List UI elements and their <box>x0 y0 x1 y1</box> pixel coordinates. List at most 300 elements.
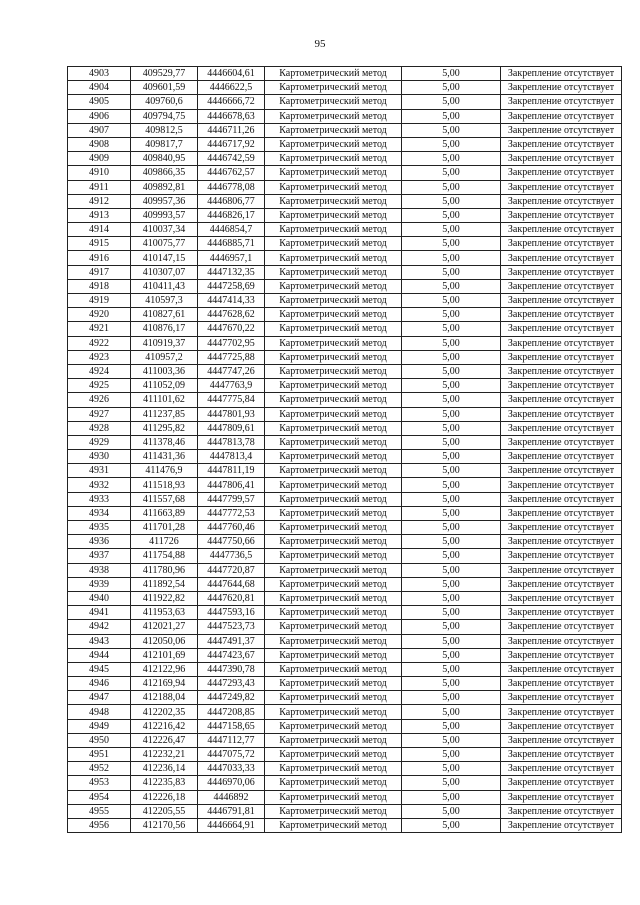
point-number-cell: 4947 <box>68 691 131 705</box>
point-number-cell: 4946 <box>68 677 131 691</box>
method-cell: Картометрический метод <box>265 180 402 194</box>
fixing-cell: Закрепление отсутствует <box>501 166 622 180</box>
table-row <box>68 818 622 832</box>
precision-cell: 5,00 <box>402 620 501 634</box>
x-coordinate-cell: 411518,93 <box>131 478 198 492</box>
y-coordinate-cell: 4447801,93 <box>198 407 265 421</box>
precision-cell: 5,00 <box>402 790 501 804</box>
point-number-cell: 4921 <box>68 322 131 336</box>
x-coordinate-cell: 410597,3 <box>131 294 198 308</box>
precision-cell: 5,00 <box>402 237 501 251</box>
x-coordinate-cell: 411701,28 <box>131 521 198 535</box>
x-coordinate-cell: 412232,21 <box>131 748 198 762</box>
fixing-cell: Закрепление отсутствует <box>501 606 622 620</box>
fixing-cell: Закрепление отсутствует <box>501 237 622 251</box>
table-row <box>68 762 622 776</box>
method-cell: Картометрический метод <box>265 67 402 81</box>
precision-cell: 5,00 <box>402 393 501 407</box>
point-number-cell: 4909 <box>68 152 131 166</box>
y-coordinate-cell: 4446826,17 <box>198 208 265 222</box>
y-coordinate-cell: 4447736,5 <box>198 549 265 563</box>
table-row <box>68 506 622 520</box>
point-number-cell: 4952 <box>68 762 131 776</box>
x-coordinate-cell: 410876,17 <box>131 322 198 336</box>
fixing-cell: Закрепление отсутствует <box>501 748 622 762</box>
x-coordinate-cell: 409812,5 <box>131 123 198 137</box>
fixing-cell: Закрепление отсутствует <box>501 208 622 222</box>
y-coordinate-cell: 4447158,65 <box>198 719 265 733</box>
table-row <box>68 577 622 591</box>
y-coordinate-cell: 4447628,62 <box>198 308 265 322</box>
method-cell: Картометрический метод <box>265 364 402 378</box>
point-number-cell: 4954 <box>68 790 131 804</box>
point-number-cell: 4949 <box>68 719 131 733</box>
page-number: 95 <box>314 38 326 50</box>
point-number-cell: 4944 <box>68 648 131 662</box>
method-cell: Картометрический метод <box>265 634 402 648</box>
fixing-cell: Закрепление отсутствует <box>501 648 622 662</box>
table-row <box>68 662 622 676</box>
table-row <box>68 776 622 790</box>
fixing-cell: Закрепление отсутствует <box>501 194 622 208</box>
method-cell: Картометрический метод <box>265 790 402 804</box>
y-coordinate-cell: 4447033,33 <box>198 762 265 776</box>
point-number-cell: 4948 <box>68 705 131 719</box>
x-coordinate-cell: 411557,68 <box>131 492 198 506</box>
coordinates-table <box>67 66 622 833</box>
table-row <box>68 123 622 137</box>
point-number-cell: 4918 <box>68 279 131 293</box>
precision-cell: 5,00 <box>402 662 501 676</box>
y-coordinate-cell: 4447813,4 <box>198 450 265 464</box>
point-number-cell: 4928 <box>68 421 131 435</box>
fixing-cell: Закрепление отсутствует <box>501 322 622 336</box>
table-row <box>68 407 622 421</box>
method-cell: Картометрический метод <box>265 691 402 705</box>
x-coordinate-cell: 412021,27 <box>131 620 198 634</box>
precision-cell: 5,00 <box>402 705 501 719</box>
method-cell: Картометрический метод <box>265 279 402 293</box>
precision-cell: 5,00 <box>402 492 501 506</box>
precision-cell: 5,00 <box>402 549 501 563</box>
x-coordinate-cell: 410957,2 <box>131 350 198 364</box>
method-cell: Картометрический метод <box>265 308 402 322</box>
x-coordinate-cell: 412050,06 <box>131 634 198 648</box>
y-coordinate-cell: 4447750,66 <box>198 535 265 549</box>
fixing-cell: Закрепление отсутствует <box>501 379 622 393</box>
method-cell: Картометрический метод <box>265 804 402 818</box>
x-coordinate-cell: 409794,75 <box>131 109 198 123</box>
x-coordinate-cell: 411052,09 <box>131 379 198 393</box>
precision-cell: 5,00 <box>402 294 501 308</box>
method-cell: Картометрический метод <box>265 421 402 435</box>
y-coordinate-cell: 4447720,87 <box>198 563 265 577</box>
fixing-cell: Закрепление отсутствует <box>501 804 622 818</box>
method-cell: Картометрический метод <box>265 166 402 180</box>
method-cell: Картометрический метод <box>265 606 402 620</box>
precision-cell: 5,00 <box>402 208 501 222</box>
y-coordinate-cell: 4447293,43 <box>198 677 265 691</box>
x-coordinate-cell: 410307,07 <box>131 265 198 279</box>
precision-cell: 5,00 <box>402 450 501 464</box>
precision-cell: 5,00 <box>402 535 501 549</box>
x-coordinate-cell: 411476,9 <box>131 464 198 478</box>
fixing-cell: Закрепление отсутствует <box>501 506 622 520</box>
fixing-cell: Закрепление отсутствует <box>501 294 622 308</box>
y-coordinate-cell: 4447775,84 <box>198 393 265 407</box>
method-cell: Картометрический метод <box>265 733 402 747</box>
y-coordinate-cell: 4446742,59 <box>198 152 265 166</box>
x-coordinate-cell: 409529,77 <box>131 67 198 81</box>
table-row <box>68 634 622 648</box>
method-cell: Картометрический метод <box>265 662 402 676</box>
table-row <box>68 194 622 208</box>
precision-cell: 5,00 <box>402 379 501 393</box>
fixing-cell: Закрепление отсутствует <box>501 634 622 648</box>
point-number-cell: 4911 <box>68 180 131 194</box>
y-coordinate-cell: 4447760,46 <box>198 521 265 535</box>
point-number-cell: 4956 <box>68 818 131 832</box>
method-cell: Картометрический метод <box>265 322 402 336</box>
point-number-cell: 4945 <box>68 662 131 676</box>
fixing-cell: Закрепление отсутствует <box>501 123 622 137</box>
y-coordinate-cell: 4447390,78 <box>198 662 265 676</box>
table-row <box>68 364 622 378</box>
y-coordinate-cell: 4447258,69 <box>198 279 265 293</box>
fixing-cell: Закрепление отсутствует <box>501 308 622 322</box>
point-number-cell: 4936 <box>68 535 131 549</box>
precision-cell: 5,00 <box>402 265 501 279</box>
point-number-cell: 4941 <box>68 606 131 620</box>
y-coordinate-cell: 4447249,82 <box>198 691 265 705</box>
point-number-cell: 4926 <box>68 393 131 407</box>
precision-cell: 5,00 <box>402 506 501 520</box>
point-number-cell: 4929 <box>68 435 131 449</box>
method-cell: Картометрический метод <box>265 435 402 449</box>
method-cell: Картометрический метод <box>265 762 402 776</box>
x-coordinate-cell: 412235,83 <box>131 776 198 790</box>
y-coordinate-cell: 4447075,72 <box>198 748 265 762</box>
precision-cell: 5,00 <box>402 719 501 733</box>
table-row <box>68 691 622 705</box>
precision-cell: 5,00 <box>402 223 501 237</box>
point-number-cell: 4917 <box>68 265 131 279</box>
x-coordinate-cell: 412226,47 <box>131 733 198 747</box>
point-number-cell: 4940 <box>68 591 131 605</box>
y-coordinate-cell: 4447414,33 <box>198 294 265 308</box>
point-number-cell: 4931 <box>68 464 131 478</box>
method-cell: Картометрический метод <box>265 350 402 364</box>
point-number-cell: 4950 <box>68 733 131 747</box>
point-number-cell: 4924 <box>68 364 131 378</box>
fixing-cell: Закрепление отсутствует <box>501 421 622 435</box>
table-row <box>68 237 622 251</box>
y-coordinate-cell: 4446666,72 <box>198 95 265 109</box>
table-row <box>68 137 622 151</box>
method-cell: Картометрический метод <box>265 506 402 520</box>
method-cell: Картометрический метод <box>265 237 402 251</box>
table-row <box>68 109 622 123</box>
x-coordinate-cell: 412236,14 <box>131 762 198 776</box>
x-coordinate-cell: 411003,36 <box>131 364 198 378</box>
precision-cell: 5,00 <box>402 194 501 208</box>
y-coordinate-cell: 4446806,77 <box>198 194 265 208</box>
y-coordinate-cell: 4447670,22 <box>198 322 265 336</box>
point-number-cell: 4914 <box>68 223 131 237</box>
precision-cell: 5,00 <box>402 435 501 449</box>
table-row <box>68 308 622 322</box>
precision-cell: 5,00 <box>402 152 501 166</box>
method-cell: Картометрический метод <box>265 620 402 634</box>
x-coordinate-cell: 412188,04 <box>131 691 198 705</box>
fixing-cell: Закрепление отсутствует <box>501 137 622 151</box>
fixing-cell: Закрепление отсутствует <box>501 691 622 705</box>
table-row <box>68 804 622 818</box>
fixing-cell: Закрепление отсутствует <box>501 577 622 591</box>
y-coordinate-cell: 4447423,67 <box>198 648 265 662</box>
precision-cell: 5,00 <box>402 95 501 109</box>
precision-cell: 5,00 <box>402 591 501 605</box>
precision-cell: 5,00 <box>402 180 501 194</box>
fixing-cell: Закрепление отсутствует <box>501 662 622 676</box>
method-cell: Картометрический метод <box>265 748 402 762</box>
precision-cell: 5,00 <box>402 563 501 577</box>
method-cell: Картометрический метод <box>265 407 402 421</box>
precision-cell: 5,00 <box>402 350 501 364</box>
point-number-cell: 4916 <box>68 251 131 265</box>
table-row <box>68 265 622 279</box>
precision-cell: 5,00 <box>402 818 501 832</box>
y-coordinate-cell: 4446622,5 <box>198 81 265 95</box>
method-cell: Картометрический метод <box>265 336 402 350</box>
x-coordinate-cell: 411726 <box>131 535 198 549</box>
fixing-cell: Закрепление отсутствует <box>501 364 622 378</box>
fixing-cell: Закрепление отсутствует <box>501 677 622 691</box>
x-coordinate-cell: 411663,89 <box>131 506 198 520</box>
fixing-cell: Закрепление отсутствует <box>501 818 622 832</box>
table-row <box>68 705 622 719</box>
method-cell: Картометрический метод <box>265 123 402 137</box>
table-row <box>68 450 622 464</box>
fixing-cell: Закрепление отсутствует <box>501 535 622 549</box>
method-cell: Картометрический метод <box>265 705 402 719</box>
precision-cell: 5,00 <box>402 407 501 421</box>
point-number-cell: 4937 <box>68 549 131 563</box>
x-coordinate-cell: 409601,59 <box>131 81 198 95</box>
x-coordinate-cell: 409993,57 <box>131 208 198 222</box>
precision-cell: 5,00 <box>402 67 501 81</box>
fixing-cell: Закрепление отсутствует <box>501 563 622 577</box>
fixing-cell: Закрепление отсутствует <box>501 152 622 166</box>
fixing-cell: Закрепление отсутствует <box>501 393 622 407</box>
point-number-cell: 4951 <box>68 748 131 762</box>
x-coordinate-cell: 411754,88 <box>131 549 198 563</box>
point-number-cell: 4913 <box>68 208 131 222</box>
fixing-cell: Закрепление отсутствует <box>501 719 622 733</box>
precision-cell: 5,00 <box>402 521 501 535</box>
point-number-cell: 4910 <box>68 166 131 180</box>
table-row <box>68 606 622 620</box>
method-cell: Картометрический метод <box>265 223 402 237</box>
method-cell: Картометрический метод <box>265 265 402 279</box>
table-row <box>68 591 622 605</box>
y-coordinate-cell: 4446885,71 <box>198 237 265 251</box>
table-row <box>68 733 622 747</box>
method-cell: Картометрический метод <box>265 208 402 222</box>
point-number-cell: 4932 <box>68 478 131 492</box>
point-number-cell: 4922 <box>68 336 131 350</box>
table-row <box>68 223 622 237</box>
point-number-cell: 4919 <box>68 294 131 308</box>
precision-cell: 5,00 <box>402 634 501 648</box>
fixing-cell: Закрепление отсутствует <box>501 492 622 506</box>
precision-cell: 5,00 <box>402 648 501 662</box>
table-row <box>68 549 622 563</box>
fixing-cell: Закрепление отсутствует <box>501 549 622 563</box>
point-number-cell: 4939 <box>68 577 131 591</box>
table-row <box>68 563 622 577</box>
point-number-cell: 4927 <box>68 407 131 421</box>
table-row <box>68 719 622 733</box>
x-coordinate-cell: 412101,69 <box>131 648 198 662</box>
precision-cell: 5,00 <box>402 251 501 265</box>
x-coordinate-cell: 409760,6 <box>131 95 198 109</box>
y-coordinate-cell: 4447747,26 <box>198 364 265 378</box>
fixing-cell: Закрепление отсутствует <box>501 180 622 194</box>
y-coordinate-cell: 4446678,63 <box>198 109 265 123</box>
fixing-cell: Закрепление отсутствует <box>501 450 622 464</box>
y-coordinate-cell: 4447491,37 <box>198 634 265 648</box>
table-row <box>68 152 622 166</box>
precision-cell: 5,00 <box>402 691 501 705</box>
method-cell: Картометрический метод <box>265 818 402 832</box>
y-coordinate-cell: 4446791,81 <box>198 804 265 818</box>
y-coordinate-cell: 4447702,95 <box>198 336 265 350</box>
fixing-cell: Закрепление отсутствует <box>501 521 622 535</box>
x-coordinate-cell: 409817,7 <box>131 137 198 151</box>
x-coordinate-cell: 412122,96 <box>131 662 198 676</box>
y-coordinate-cell: 4447132,35 <box>198 265 265 279</box>
method-cell: Картометрический метод <box>265 81 402 95</box>
x-coordinate-cell: 410075,77 <box>131 237 198 251</box>
method-cell: Картометрический метод <box>265 194 402 208</box>
precision-cell: 5,00 <box>402 762 501 776</box>
precision-cell: 5,00 <box>402 606 501 620</box>
y-coordinate-cell: 4446854,7 <box>198 223 265 237</box>
method-cell: Картометрический метод <box>265 549 402 563</box>
fixing-cell: Закрепление отсутствует <box>501 109 622 123</box>
y-coordinate-cell: 4447772,53 <box>198 506 265 520</box>
table-row <box>68 322 622 336</box>
y-coordinate-cell: 4447644,68 <box>198 577 265 591</box>
point-number-cell: 4903 <box>68 67 131 81</box>
fixing-cell: Закрепление отсутствует <box>501 435 622 449</box>
precision-cell: 5,00 <box>402 478 501 492</box>
fixing-cell: Закрепление отсутствует <box>501 67 622 81</box>
point-number-cell: 4934 <box>68 506 131 520</box>
table-row <box>68 379 622 393</box>
y-coordinate-cell: 4446957,1 <box>198 251 265 265</box>
precision-cell: 5,00 <box>402 776 501 790</box>
precision-cell: 5,00 <box>402 308 501 322</box>
point-number-cell: 4930 <box>68 450 131 464</box>
point-number-cell: 4920 <box>68 308 131 322</box>
table-row <box>68 166 622 180</box>
y-coordinate-cell: 4446762,57 <box>198 166 265 180</box>
fixing-cell: Закрепление отсутствует <box>501 790 622 804</box>
table-row <box>68 535 622 549</box>
y-coordinate-cell: 4446604,61 <box>198 67 265 81</box>
x-coordinate-cell: 409840,95 <box>131 152 198 166</box>
x-coordinate-cell: 409957,36 <box>131 194 198 208</box>
table-row <box>68 95 622 109</box>
table-row <box>68 748 622 762</box>
point-number-cell: 4942 <box>68 620 131 634</box>
x-coordinate-cell: 411892,54 <box>131 577 198 591</box>
fixing-cell: Закрепление отсутствует <box>501 336 622 350</box>
method-cell: Картометрический метод <box>265 450 402 464</box>
y-coordinate-cell: 4447112,77 <box>198 733 265 747</box>
method-cell: Картометрический метод <box>265 577 402 591</box>
table-row <box>68 67 622 81</box>
table-row <box>68 435 622 449</box>
precision-cell: 5,00 <box>402 677 501 691</box>
x-coordinate-cell: 410827,61 <box>131 308 198 322</box>
fixing-cell: Закрепление отсутствует <box>501 762 622 776</box>
y-coordinate-cell: 4446892 <box>198 790 265 804</box>
precision-cell: 5,00 <box>402 804 501 818</box>
precision-cell: 5,00 <box>402 81 501 95</box>
point-number-cell: 4905 <box>68 95 131 109</box>
y-coordinate-cell: 4446970,06 <box>198 776 265 790</box>
x-coordinate-cell: 411378,46 <box>131 435 198 449</box>
fixing-cell: Закрепление отсутствует <box>501 251 622 265</box>
point-number-cell: 4907 <box>68 123 131 137</box>
y-coordinate-cell: 4446664,91 <box>198 818 265 832</box>
method-cell: Картометрический метод <box>265 521 402 535</box>
y-coordinate-cell: 4447725,88 <box>198 350 265 364</box>
method-cell: Картометрический метод <box>265 379 402 393</box>
x-coordinate-cell: 411295,82 <box>131 421 198 435</box>
y-coordinate-cell: 4446717,92 <box>198 137 265 151</box>
table-row <box>68 464 622 478</box>
y-coordinate-cell: 4447523,73 <box>198 620 265 634</box>
y-coordinate-cell: 4447208,85 <box>198 705 265 719</box>
x-coordinate-cell: 409892,81 <box>131 180 198 194</box>
table-row <box>68 350 622 364</box>
table-row <box>68 677 622 691</box>
point-number-cell: 4923 <box>68 350 131 364</box>
point-number-cell: 4943 <box>68 634 131 648</box>
x-coordinate-cell: 412169,94 <box>131 677 198 691</box>
fixing-cell: Закрепление отсутствует <box>501 223 622 237</box>
x-coordinate-cell: 411431,36 <box>131 450 198 464</box>
x-coordinate-cell: 412170,56 <box>131 818 198 832</box>
precision-cell: 5,00 <box>402 123 501 137</box>
fixing-cell: Закрепление отсутствует <box>501 279 622 293</box>
precision-cell: 5,00 <box>402 748 501 762</box>
precision-cell: 5,00 <box>402 322 501 336</box>
precision-cell: 5,00 <box>402 137 501 151</box>
table-row <box>68 180 622 194</box>
point-number-cell: 4908 <box>68 137 131 151</box>
fixing-cell: Закрепление отсутствует <box>501 591 622 605</box>
x-coordinate-cell: 412202,35 <box>131 705 198 719</box>
fixing-cell: Закрепление отсутствует <box>501 705 622 719</box>
table-row <box>68 208 622 222</box>
method-cell: Картометрический метод <box>265 719 402 733</box>
x-coordinate-cell: 409866,35 <box>131 166 198 180</box>
